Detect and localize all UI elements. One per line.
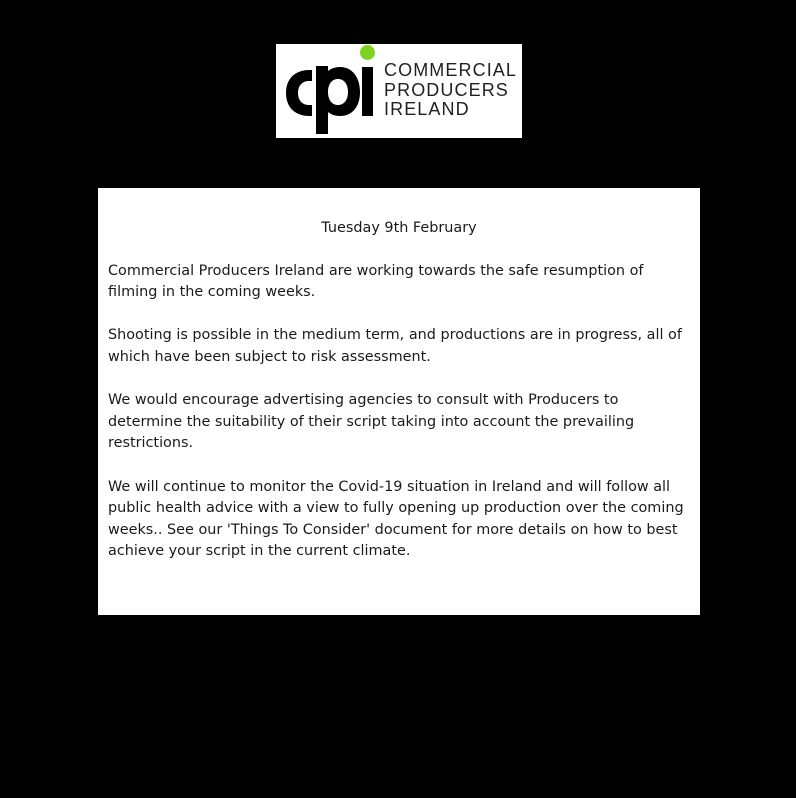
notice-date: Tuesday 9th February (321, 220, 477, 236)
notice-paragraph-2: Shooting is possible in the medium term, and productions are in progress, all of which have been subject to risk assessment. (108, 327, 682, 365)
logo-letter-i (362, 67, 373, 116)
notice-paragraph-3: We would encourage advertising agencies to consult with Producers to determine the suitability of their script taking into account the prevailing restrictions. (108, 392, 635, 452)
logo-line-producers: PRODUCERS (384, 79, 509, 100)
cpi-logo-mark (276, 44, 384, 138)
cpi-logo (276, 44, 522, 138)
logo-letter-p (316, 66, 360, 134)
logo-line-ireland: IRELAND (384, 99, 470, 119)
logo-green-dot (360, 45, 375, 60)
logo-letter-c (286, 70, 312, 116)
notice-paragraph-1: Commercial Producers Ireland are working towards the safe resumption of filming in the coming weeks. (108, 262, 644, 301)
notice-card (98, 188, 700, 615)
logo-wordmark (384, 61, 517, 120)
logo-line-commercial: COMMERCIAL (384, 60, 518, 80)
notice-paragraph-4: We will continue to monitor the Covid-19 situation in Ireland and will follow all public health advice with a view to fully opening up production over the coming weeks.. See our 'Things To Consider' document for more details on how to best achieve your script in the current climate. (108, 478, 684, 560)
